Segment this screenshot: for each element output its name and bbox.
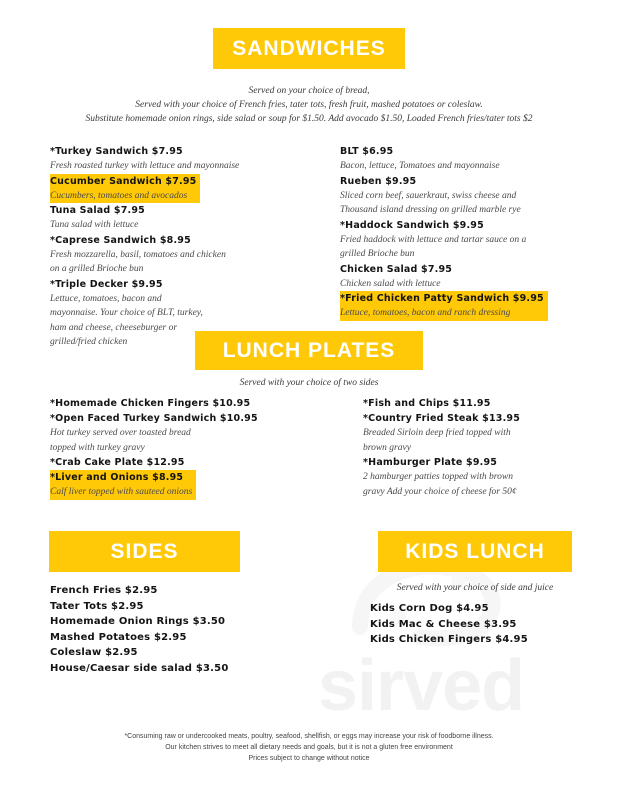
section-header-lunch-plates: LUNCH PLATES bbox=[195, 331, 423, 370]
menu-item-name: Tuna Salad $7.95 bbox=[50, 205, 145, 216]
kids-lunch-subtitle-line-1: Served with your choice of side and juice bbox=[396, 583, 554, 593]
menu-item-name: *Open Faced Turkey Sandwich $10.95 bbox=[50, 413, 258, 424]
menu-item-description-line: Lettuce, tomatoes, bacon and ranch dressing bbox=[340, 308, 511, 318]
menu-item-description-line: Tuna salad with lettuce bbox=[50, 220, 139, 230]
menu-item-name: *Triple Decker $9.95 bbox=[50, 278, 163, 290]
footer-line-2: Our kitchen strives to meet all dietary needs and goals, but it is not a gluten free environment bbox=[165, 744, 453, 751]
menu-item bbox=[50, 455, 315, 470]
menu-item-description-line: on a grilled Brioche bun bbox=[50, 264, 144, 274]
menu-item bbox=[363, 455, 618, 499]
menu-item bbox=[50, 174, 200, 204]
menu-item-description bbox=[340, 189, 605, 218]
menu-list-item: House/Caesar side salad $3.50 bbox=[50, 662, 229, 674]
menu-item-description-line: topped with turkey gravy bbox=[50, 442, 145, 453]
menu-item-description-line: brown gravy bbox=[363, 442, 411, 453]
lunch-plates-subtitle bbox=[0, 376, 618, 390]
kids-lunch-subtitle bbox=[378, 581, 572, 595]
menu-item-name: *Caprese Sandwich $8.95 bbox=[50, 234, 191, 246]
menu-item-description bbox=[50, 159, 315, 174]
menu-item-name: *Fish and Chips $11.95 bbox=[363, 398, 491, 409]
menu-item-description-line: gravy Add your choice of cheese for 50¢ bbox=[363, 486, 517, 497]
menu-item bbox=[50, 411, 315, 455]
menu-item-name: Rueben $9.95 bbox=[340, 175, 417, 187]
menu-item-name: *Fried Chicken Patty Sandwich $9.95 bbox=[340, 293, 544, 304]
menu-item bbox=[340, 144, 605, 174]
menu-list-item: Tater Tots $2.95 bbox=[50, 600, 144, 612]
menu-list-item: Mashed Potatoes $2.95 bbox=[50, 631, 187, 643]
menu-item bbox=[50, 396, 315, 411]
menu-item-description bbox=[50, 485, 192, 500]
menu-item-description-line: Lettuce, tomatoes, bacon and bbox=[50, 293, 162, 304]
menu-item-description-line: Fresh mozzarella, basil, tomatoes and chicken bbox=[50, 249, 226, 260]
section-header-kids-lunch: KIDS LUNCH bbox=[378, 531, 572, 572]
menu-item-name: *Turkey Sandwich $7.95 bbox=[50, 146, 183, 157]
menu-list-item: Kids Corn Dog $4.95 bbox=[370, 603, 489, 614]
menu-item bbox=[363, 396, 618, 411]
menu-list-item: Coleslaw $2.95 bbox=[50, 647, 138, 658]
menu-item-description-line: grilled/fried chicken bbox=[50, 337, 128, 347]
menu-item-name: *Hamburger Plate $9.95 bbox=[363, 457, 498, 468]
lunch-plates-right-column bbox=[363, 396, 618, 499]
menu-item bbox=[50, 233, 315, 277]
menu-list-item: Kids Mac & Cheese $3.95 bbox=[370, 618, 517, 630]
menu-item-description bbox=[340, 306, 544, 321]
menu-item-description bbox=[340, 233, 605, 262]
menu-item-description-line: 2 hamburger patties topped with brown bbox=[363, 472, 513, 482]
menu-item bbox=[50, 144, 315, 174]
menu-list-item: French Fries $2.95 bbox=[50, 585, 158, 596]
footer-line-1: *Consuming raw or undercooked meats, poultry, seafood, shellfish, or eggs may increase your risk of foodborne illness. bbox=[124, 733, 494, 740]
menu-list-item: Homemade Onion Rings $3.50 bbox=[50, 616, 226, 627]
menu-item-name: BLT $6.95 bbox=[340, 146, 394, 157]
footer-disclaimer bbox=[0, 731, 618, 764]
menu-item bbox=[340, 218, 605, 262]
menu-item-name: *Haddock Sandwich $9.95 bbox=[340, 219, 484, 231]
menu-item-description bbox=[50, 189, 196, 204]
menu-item-description-line: mayonnaise. Your choice of BLT, turkey, bbox=[50, 308, 203, 318]
menu-item bbox=[340, 174, 605, 218]
sirved-watermark-text: sirved bbox=[318, 646, 525, 726]
menu-item-description bbox=[50, 218, 315, 233]
menu-item-description-line: Fresh roasted turkey with lettuce and mayonnaise bbox=[50, 161, 240, 171]
sides-list bbox=[50, 583, 315, 676]
menu-item-name: *Crab Cake Plate $12.95 bbox=[50, 457, 185, 468]
menu-item-name: *Homemade Chicken Fingers $10.95 bbox=[50, 398, 251, 409]
menu-item-description bbox=[50, 426, 315, 455]
menu-item-description-line: Thousand island dressing on grilled marble rye bbox=[340, 205, 521, 215]
section-header-sides: SIDES bbox=[49, 531, 240, 572]
menu-item-description bbox=[340, 277, 605, 292]
menu-item bbox=[363, 411, 618, 455]
menu-item bbox=[340, 262, 605, 292]
menu-item-description-line: Breaded Sirloin deep fried topped with bbox=[363, 428, 511, 438]
menu-item-description-line: Calf liver topped with sauteed onions bbox=[50, 487, 193, 497]
menu-list-item: Kids Chicken Fingers $4.95 bbox=[370, 634, 528, 645]
menu-item-description bbox=[340, 159, 605, 174]
menu-item-description-line: Hot turkey served over toasted bread bbox=[50, 428, 191, 438]
menu-item-name: *Liver and Onions $8.95 bbox=[50, 472, 184, 483]
menu-item-description-line: grilled Brioche bun bbox=[340, 249, 415, 259]
menu-item bbox=[50, 203, 315, 233]
menu-item-description bbox=[363, 470, 618, 499]
sandwiches-subtitle-line-2: Served with your choice of French fries, tater tots, fresh fruit, mashed potatoes or coleslaw. bbox=[135, 100, 483, 110]
sandwiches-subtitle-line-1: Served on your choice of bread, bbox=[248, 86, 370, 96]
kids-lunch-list bbox=[370, 601, 618, 648]
menu-item-name: Chicken Salad $7.95 bbox=[340, 263, 453, 275]
menu-item bbox=[340, 291, 548, 321]
menu-item-description-line: Bacon, lettuce, Tomatoes and mayonnaise bbox=[340, 161, 500, 171]
section-header-sandwiches: SANDWICHES bbox=[213, 28, 405, 69]
menu-item-description-line: Sliced corn beef, sauerkraut, swiss cheese and bbox=[340, 190, 517, 201]
menu-item-name: *Country Fried Steak $13.95 bbox=[363, 413, 521, 424]
sandwiches-left-column bbox=[50, 144, 315, 350]
menu-item-description-line: Fried haddock with lettuce and tartar sauce on a bbox=[340, 234, 527, 245]
sandwiches-subtitle-line-3: Substitute homemade onion rings, side salad or soup for $1.50. Add avocado $1.50, Loaded French fries/tater tots $2 bbox=[85, 114, 533, 124]
menu-item-description-line: Cucumbers, tomatoes and avocados bbox=[50, 190, 188, 201]
menu-item-description-line: Chicken salad with lettuce bbox=[340, 278, 441, 289]
sandwiches-right-column bbox=[340, 144, 605, 321]
menu-item-description bbox=[363, 426, 618, 455]
footer-line-3: Prices subject to change without notice bbox=[248, 755, 370, 762]
lunch-plates-left-column bbox=[50, 396, 315, 500]
menu-item-name: Cucumber Sandwich $7.95 bbox=[50, 175, 197, 187]
menu-item-description bbox=[50, 248, 315, 277]
sandwiches-subtitle bbox=[0, 84, 618, 126]
menu-item-description-line: ham and cheese, cheeseburger or bbox=[50, 322, 178, 333]
lunch-plates-subtitle-line-1: Served with your choice of two sides bbox=[239, 378, 379, 388]
menu-item bbox=[50, 470, 196, 500]
